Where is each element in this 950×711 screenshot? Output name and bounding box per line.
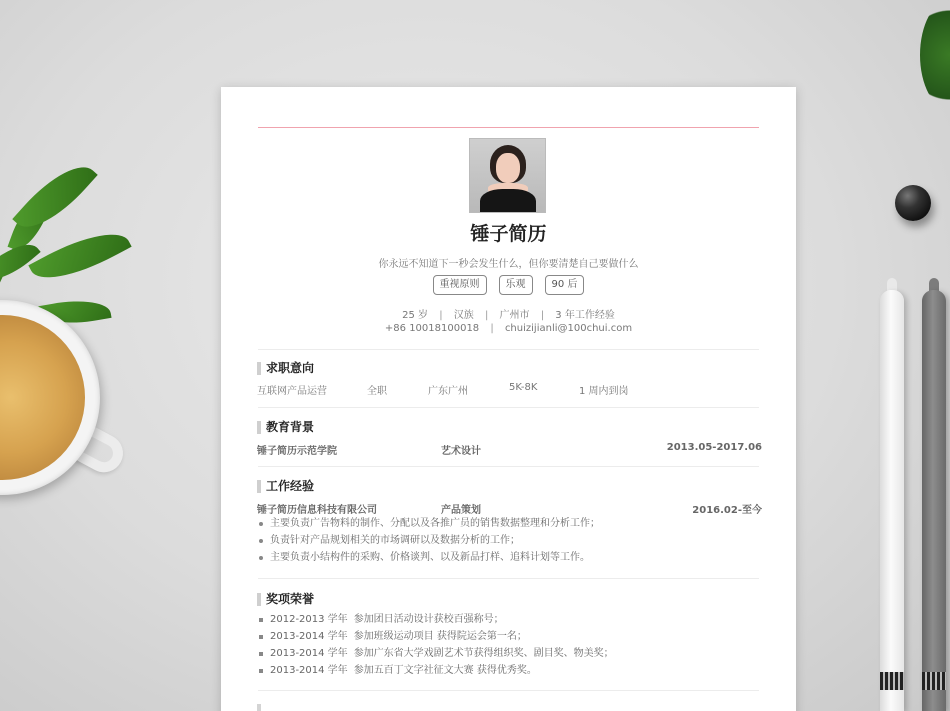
list-item: 主要负责广告物料的制作、分配以及各推广员的销售数据整理和分析工作； [257,515,762,532]
school-name: 锤子简历示范学院 [257,446,337,457]
intent-item: 全职 [367,386,387,397]
work-duties [257,515,762,566]
honor-text: 参加团日活动设计获校百强称号； [353,614,504,625]
pencil-band [922,672,946,690]
city: 广州市 [499,310,530,321]
intent-item: 广东广州 [428,386,468,397]
section-title-work: 工作经验 [257,480,314,493]
black-ball [895,185,931,221]
leaf [28,218,131,293]
experience-years: 3 年工作经验 [555,310,615,321]
tag: 重视原则 [433,275,487,295]
profile-photo [469,138,546,213]
company-name: 锤子简历信息科技有限公司 [257,505,377,516]
tag-list [221,275,796,295]
honor-year: 2013-2014 学年 [270,631,348,642]
list-item [257,662,762,679]
divider [258,690,759,691]
white-pencil [880,290,904,711]
separator: | [439,310,443,321]
honor-text: 参加五百丁文字社征文大赛 获得优秀奖。 [353,665,537,676]
section-title-honors: 奖项荣誉 [257,593,314,606]
list-item: 负责针对产品规划相关的市场调研以及数据分析的工作； [257,532,762,549]
list-item [257,645,762,662]
resume-name: 锤子简历 [470,223,547,245]
honor-text: 参加班级运动项目 获得院运会第一名； [353,631,527,642]
contact-info [221,323,796,334]
tag: 乐观 [499,275,533,295]
education-period: 2013.05-2017.06 [666,442,762,453]
section-title-education: 教育背景 [257,421,314,434]
honor-text: 参加广东省大学戏剧艺术节获得组织奖、剧目奖、物美奖； [353,648,614,659]
resume-motto: 你永远不知道下一秒会发生什么，但你要清楚自己要做什么 [378,259,639,270]
major: 艺术设计 [441,446,481,457]
grey-pencil [922,290,946,711]
list-item [257,628,762,645]
intent-item: 1 周内到岗 [579,386,629,397]
age: 25 岁 [402,310,429,321]
position: 产品策划 [441,505,481,516]
resume-page [221,87,796,711]
separator: | [540,310,545,321]
divider [258,349,759,350]
honor-year: 2012-2013 学年 [270,614,348,625]
separator: | [484,310,489,321]
divider [258,578,759,579]
intent-item: 5K-8K [509,382,538,393]
ethnicity: 汉族 [453,310,474,321]
email: chuizijianli@100chui.com [504,323,633,334]
list-item [257,611,762,628]
basic-info [221,306,796,321]
header-rule [258,127,759,128]
list-item: 主要负责小结构件的采购、价格谈判、以及新品打样、追料计划等工作。 [257,549,762,566]
divider [258,466,759,467]
honor-year: 2013-2014 学年 [270,665,348,676]
honor-year: 2013-2014 学年 [270,648,348,659]
honors-list [257,611,762,679]
tag: 90 后 [545,275,585,295]
intent-item: 互联网产品运营 [257,386,327,397]
pencil-band [880,672,904,690]
phone: +86 10018100018 [384,323,480,334]
potted-plant [920,0,950,110]
work-period: 2016.02-至今 [692,505,762,516]
separator: | [490,323,494,334]
section-title-intent: 求职意向 [257,362,314,375]
divider [258,407,759,408]
